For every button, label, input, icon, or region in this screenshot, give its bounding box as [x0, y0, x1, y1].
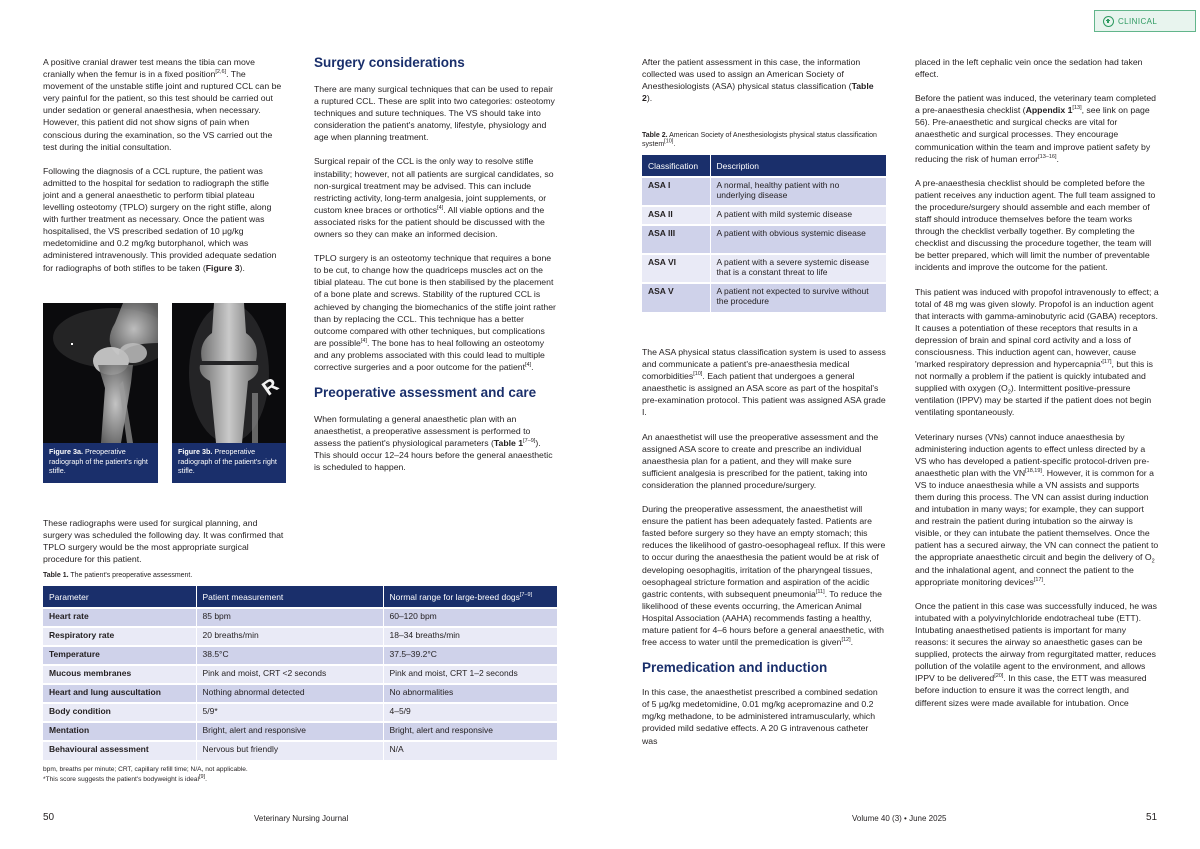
table-row — [642, 254, 886, 283]
table-cell: Mentation — [43, 722, 196, 741]
column-header: Classification — [642, 155, 710, 177]
assessment-table — [43, 586, 557, 760]
table-row — [43, 665, 557, 684]
section-badge — [1094, 10, 1196, 32]
right-page — [600, 0, 1200, 849]
table-row — [43, 608, 557, 627]
table-row — [43, 722, 557, 741]
paragraph: placed in the left cephalic vein once the sedation had taken effect. — [915, 57, 1143, 80]
table-cell: Bright, alert and responsive — [196, 722, 383, 741]
table-cell: Respiratory rate — [43, 627, 196, 646]
radiograph-image — [172, 303, 286, 443]
table-cell: Heart and lung auscultation — [43, 684, 196, 703]
paragraph: In this case, the anaesthetist prescribed a combined sedation of 5 μg/kg medetomidine, 0.01 mg/kg acepromazine and 0.2 mg/kg methadone, to be administered intramuscularly, which provided mild sedative effects. A 20 G intravenous catheter was — [642, 687, 878, 746]
volume-issue-date: Volume 40 (3) • June 2025 — [852, 814, 947, 823]
table-row — [642, 206, 886, 225]
paragraph: These radiographs were used for surgical planning, and surgery was scheduled the following day. It was confirmed that TPLO surgery would be the most appropriate surgical procedure for this patient. — [43, 518, 284, 565]
table-row — [642, 283, 886, 312]
paragraph: A pre-anaesthesia checklist should be completed before the patient receives any induction agent. The full team assigned to the procedure/surgery should assemble and each member of staff should introduce themselves before the team works through the checklist verbally together. By completing the checklist and discussing the procedure together, the team will be better prepared, which will limit the number of preventable incidents and improve the outcome for the patient. — [915, 177, 1156, 273]
left-column-1 — [43, 56, 287, 274]
table-cell: Bright, alert and responsive — [383, 722, 557, 741]
table-header-row — [43, 586, 557, 608]
paragraph: The ASA physical status classification system is used to assess and communicate a patient's pre-anaesthesia medical comorbidities[10]. Each patient that undergoes a general anaesthetic is assigned an ASA score as part of the hospital's pre-examination protocol. This patient was assigned ASA grade I. — [642, 347, 886, 418]
table-cell: 4–5/9 — [383, 703, 557, 722]
table-cell: ASA VI — [642, 254, 710, 283]
table-row — [43, 684, 557, 703]
column-header: Patient measurement — [196, 586, 383, 608]
plus-circle-icon — [1103, 16, 1114, 27]
section-heading: Preoperative assessment and care — [314, 385, 537, 401]
radiograph-image — [43, 303, 158, 443]
right-column-2 — [915, 56, 1159, 709]
table-cell: Heart rate — [43, 608, 196, 627]
figure-caption: Figure 3b. Preoperative radiograph of the patient's right stifle. — [178, 447, 277, 475]
table-cell: A patient with obvious systemic disease — [710, 225, 886, 254]
paragraph: Before the patient was induced, the veterinary team completed a pre-anaesthesia checklist (Appendix 1[13], see link on page 56). Pre-anaesthetic and surgical checks are vital for anaesthetic and surgical processes. They encourage communication within the team and improve patient safety by reducing the risk of human error[13–16]. — [915, 93, 1156, 164]
paragraph: During the preoperative assessment, the anaesthetist will ensure the patient has been adequately fasted. Patients are fasted before surgery so they have an empty stomach; this reduces the likelihood of gastro-oesophageal reflux. If this were to occur during the anaesthesia the patient would be at risk of developing oesophagitis, irritation of the pharyngeal tissues, oesophageal stricture formation and aspiration of the acidic gastric contents, with subsequent pneumonia[11]. To reduce the likelihood of these events occurring, the American Animal Hospital Association (AAHA) recommends fasting a healthy, mature patient for 4–6 hours before a general anaesthetic, with free access to water until the premedication is given[12]. — [642, 504, 886, 648]
table-cell: 85 bpm — [196, 608, 383, 627]
figure-reference-link[interactable]: Figure 3 — [205, 262, 240, 273]
table-cell: A normal, healthy patient with no underlying disease — [710, 177, 886, 206]
table-footnote: bpm, breaths per minute; CRT, capillary refill time; N/A, not applicable. *This score suggests the patient's bodyweight is ideal[9]. — [43, 766, 248, 783]
column-header: Parameter — [43, 586, 196, 608]
paragraph: Once the patient in this case was successfully induced, he was intubated with a polyvinylchloride endotracheal tube (ETT). Intubating anaesthetised patients is important for many reasons: it secures the airway so anaesthetic gases can be supplied, protects the airway from regurgitated matter, reduces pollution of the volatile agent to the environment, and allows IPPV to be delivered[20]. In this case, the ETT was measured before induction to ensure it was the correct length, and different sizes were made available for intubation. Once — [915, 600, 1157, 708]
section-heading: Surgery considerations — [314, 55, 465, 70]
appendix-reference-link[interactable]: Appendix 1 — [1025, 105, 1073, 116]
paragraph: Surgical repair of the CCL is the only way to resolve stifle instability; however, not all patients are surgical candidates, so non-surgical treatment may be advised. This can include restricting activity, long-term analgesia, joint supplements, or custom knee braces or orthotics[4]. All viable options and the associated risks for the patient should be discussed with the owners so they can make an informed decision. — [314, 156, 554, 240]
left-column-2 — [314, 55, 558, 474]
table-cell: A patient with mild systemic disease — [710, 206, 886, 225]
left-column-1-bottom — [43, 517, 287, 565]
table-row — [642, 225, 886, 254]
asa-classification-table — [642, 155, 886, 312]
journal-title: Veterinary Nursing Journal — [254, 814, 349, 823]
table-row — [43, 703, 557, 722]
table-cell: N/A — [383, 741, 557, 760]
table-cell: Body condition — [43, 703, 196, 722]
table-row — [43, 627, 557, 646]
paragraph: TPLO surgery is an osteotomy technique that requires a bone to be cut, to change how the quadriceps muscles act on the tibial plateau. The cut bone is then stabilised by the placement of a bone plate and screws. Stability of the ruptured CCL is achieved by changing the biomechanics of the stifle joint rather than by replacing the CCL. This technique has a better outcome compared with other techniques, but complications are possible[4]. The bone has to heal following an osteotomy and any problems associated with this could lead to multiple corrective surgeries and a poor outcome for the patient[4]. — [314, 253, 556, 372]
table-cell: Nervous but friendly — [196, 741, 383, 760]
table-cell: Temperature — [43, 646, 196, 665]
table-row — [43, 646, 557, 665]
table-cell: 18–34 breaths/min — [383, 627, 557, 646]
paragraph: Veterinary nurses (VNs) cannot induce anaesthesia by administering induction agents to effect unless directed by a VS who has developed a patient-specific protocol-driven pre-anaesthetic plan with the VN[18,19]. However, it is common for a VS to induce anaesthesia while a VN assists and supports them during this process. The VN can assist during induction and intubation in many ways; for example, they can support and restrain the patient during intubation so the airway is visible, or they can intubate the patient themselves. Once the patient has a secured airway, the VN can connect the patient to the appropriate anaesthetic circuit and begin the delivery of $O_2$ and the inhalational agent, and connect the patient to the appropriate monitoring devices[17]. — [915, 431, 1159, 587]
svg-text:R: R — [258, 373, 283, 401]
paragraph: Following the diagnosis of a CCL rupture, the patient was admitted to the hospital for sedation to radiograph the stifle joint and a general anaesthetic to perform tibial plateau levelling osteotomy (TPLO) surgery on the right stifle, along with further treatment as necessary. Once the patient was hospitalised, the VS prescribed sedation of 10 μg/kg medetomidine and 0.2 mg/kg butorphanol, which was administered intravenously. This provided adequate sedation for radiographs of both stifles to be taken (Figure 3). — [43, 165, 277, 273]
table-cell: 38.5°C — [196, 646, 383, 665]
table-cell: Nothing abnormal detected — [196, 684, 383, 703]
table-cell: A patient with a severe systemic disease that is a constant threat to life — [710, 254, 886, 283]
page-number: 51 — [1146, 812, 1158, 823]
table-reference-link[interactable]: Table 1 — [493, 438, 524, 449]
table-cell: 37.5–39.2°C — [383, 646, 557, 665]
table-caption: Table 1. The patient's preoperative assessment. — [43, 572, 193, 579]
paragraph: A positive cranial drawer test means the tibia can move cranially when the femur is in a fixed position[2,6]. The movement of the unstable stifle joint and ruptured CCL can be very painful for the patient, so this test should be carried out under sedation or general anaesthesia, when necessary. However, this patient did not show signs of pain when conscious during the examination, so the VS carried out the test during the initial consultation. — [43, 57, 282, 152]
table-cell: Behavioural assessment — [43, 741, 196, 760]
figure-3a — [43, 303, 158, 483]
table-cell: 20 breaths/min — [196, 627, 383, 646]
table-cell: Mucous membranes — [43, 665, 196, 684]
table-row — [642, 177, 886, 206]
table-cell: 60–120 bpm — [383, 608, 557, 627]
paragraph: There are many surgical techniques that can be used to repair a ruptured CCL. These are split into two categories: osteotomy techniques and suture techniques. The VS should take into consideration the patient's anatomy, lifestyle, physiology and age when planning treatment. — [314, 84, 555, 143]
table-cell: No abnormalities — [383, 684, 557, 703]
table-2 — [642, 131, 886, 312]
table-cell: ASA II — [642, 206, 710, 225]
paragraph: This patient was induced with propofol intravenously to effect; a total of 48 mg was given slowly. Propofol is an induction agent that interacts with gamma-aminobutyric acid (GABA) receptors. It causes a potentiation of these receptors that results in a depression of brain and spinal cord activity and a loss of consciousness. This induction agent can, however, cause 'marked respiratory depression and hypercapnia'[17], but this is not normally a problem if the patient is quickly intubated and supplied with oxygen $(O_2)$. Intermittent positive-pressure ventilation (IPPV) may be started if the patient does not begin ventilating spontaneously. — [915, 286, 1159, 418]
table-cell: ASA III — [642, 225, 710, 254]
right-column-1 — [642, 56, 886, 104]
radiograph-stifle-lateral-icon — [43, 303, 158, 443]
paragraph: After the patient assessment in this case, the information collected was used to assign an American Society of Anesthesiologists (ASA) physical status classification (Table 2). — [642, 57, 874, 104]
paragraph: When formulating a general anaesthetic plan with an anaesthetist, a preoperative assessment is performed to assess the patient's physiological parameters (Table 1[7–9]). This should occur 12–24 hours before the general anaesthetic is scheduled to happen. — [314, 414, 553, 473]
right-column-1-body — [642, 346, 886, 747]
figure-caption: Figure 3a. Preoperative radiograph of the patient's right stifle. — [49, 447, 148, 475]
section-heading: Premedication and induction — [642, 660, 828, 676]
table-header-row — [642, 155, 886, 177]
table-cell: 5/9* — [196, 703, 383, 722]
table-cell: Pink and moist, CRT <2 seconds — [196, 665, 383, 684]
table-cell: ASA I — [642, 177, 710, 206]
paragraph: An anaesthetist will use the preoperative assessment and the assigned ASA score to create and prescribe an individual anaesthesia plan for a patient, and they will make sure sufficient analgesia is prescribed for the patient, taking into consideration the planned procedure/surgery. — [642, 431, 879, 490]
table-cell: Pink and moist, CRT 1–2 seconds — [383, 665, 557, 684]
table-1 — [43, 571, 557, 784]
table-cell: A patient not expected to survive without the procedure — [710, 283, 886, 312]
table-caption: Table 2. American Society of Anesthesiologists physical status classification system[10]. — [642, 132, 877, 148]
figure-3b — [172, 303, 286, 483]
radiograph-stifle-craniocaudal-icon — [172, 303, 286, 443]
section-badge-label: CLINICAL — [1118, 16, 1158, 26]
column-header: Description — [710, 155, 886, 177]
table-reference-link[interactable]: Table 2 — [642, 81, 874, 104]
column-header: Normal range for large-breed dogs[7–9] — [383, 586, 557, 608]
table-cell: ASA V — [642, 283, 710, 312]
table-row — [43, 741, 557, 760]
page-number: 50 — [43, 812, 55, 823]
